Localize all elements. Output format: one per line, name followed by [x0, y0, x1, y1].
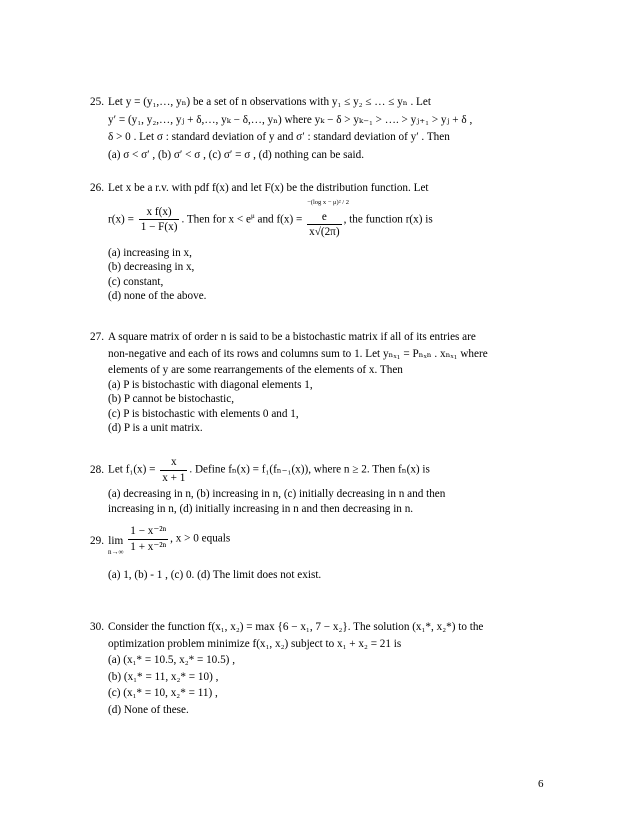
question-body	[108, 181, 548, 304]
then-text: . Then for x < e	[181, 213, 251, 226]
r-lhs: r(x) =	[108, 213, 134, 226]
question-27	[90, 330, 548, 436]
question-line: Let x be a r.v. with pdf f(x) and let F(x) be the distribution function. Let	[108, 182, 429, 194]
question-line: y′ = (y₁, y₂,…, yⱼ + δ,…, yₖ − δ,…, yₙ) where yₖ − δ > yₖ₋₁ > …. > yⱼ₊₁ > yⱼ + δ ,	[108, 113, 473, 126]
then-superscript: μ	[250, 211, 255, 220]
question-body	[108, 524, 548, 583]
r-fraction	[139, 205, 180, 235]
question-line: non-negative and each of its rows and columns sum to 1. Let yₙₓ₁ = Pₙₓₙ . xₙₓ₁ where	[108, 347, 488, 360]
answer-option: (b) decreasing in x,	[108, 261, 195, 273]
and-text: and f(x) =	[254, 213, 303, 226]
limit-numerator: 1 − x⁻²ⁿ	[128, 524, 168, 540]
limit-denominator: 1 + x⁻²ⁿ	[130, 540, 167, 553]
r-numerator: x f(x)	[139, 205, 180, 221]
limit-operator	[108, 534, 124, 556]
answer-option: (a) decreasing in n, (b) increasing in n, (c) initially decreasing in n and then	[108, 488, 446, 500]
r-denominator: 1 − F(x)	[140, 221, 178, 233]
f-numerator	[307, 198, 349, 226]
answer-option: (b) (x₁* = 11, x₂* = 10) ,	[108, 670, 219, 683]
formula-line	[108, 455, 548, 485]
f-base: e	[321, 210, 327, 223]
question-line: elements of y are some rearrangements of the elements of x. Then	[108, 364, 403, 376]
question-line: optimization problem minimize f(x₁, x₂) subject to x₁ + x₂ = 21 is	[108, 637, 402, 650]
answer-option: (a) increasing in x,	[108, 246, 192, 259]
question-body	[108, 455, 548, 516]
answer-option: (d) none of the above.	[108, 290, 207, 302]
answer-option: (d) P is a unit matrix.	[108, 422, 203, 434]
question-line: Consider the function f(x₁, x₂) = max {6 − x₁, 7 − x₂}. The solution (x₁*, x₂*) to the	[108, 621, 484, 633]
question-number: 28.	[90, 464, 104, 476]
limit-rest: , x > 0 equals	[170, 532, 231, 545]
f-denominator: x√(2π)	[309, 226, 340, 238]
question-30	[90, 620, 548, 717]
answer-option: (a) 1, (b) - 1 , (c) 0. (d) The limit does not exist.	[108, 569, 322, 581]
question-number: 25.	[90, 96, 104, 108]
answer-option: (d) None of these.	[108, 703, 189, 716]
question-number: 27.	[90, 331, 104, 343]
question-28	[90, 455, 548, 516]
answer-option: (a) P is bistochastic with diagonal elements 1,	[108, 378, 313, 391]
answer-option: (c) constant,	[108, 275, 164, 288]
define-text: . Define fₙ(x) = f₁(fₙ₋₁(x)), where n ≥ 2. Then fₙ(x) is	[189, 463, 430, 476]
f1-lhs: Let f₁(x) =	[108, 463, 156, 476]
f1-denominator: x + 1	[162, 471, 186, 484]
f1-fraction	[160, 455, 187, 485]
answer-option: (a) σ < σ′ , (b) σ′ < σ , (c) σ′ = σ , (d) nothing can be said.	[108, 148, 364, 161]
f-exponent: −(log x − μ)² / 2	[307, 198, 349, 206]
f1-numerator: x	[160, 455, 187, 471]
answer-option: (c) P is bistochastic with elements 0 and 1,	[108, 407, 299, 420]
tail-text: , the function r(x) is	[343, 213, 433, 226]
limit-fraction	[128, 524, 168, 554]
question-line: Let y = (y₁,…, yₙ) be a set of n observations with y₁ ≤ y₂ ≤ … ≤ yₙ . Let	[108, 96, 431, 108]
question-number: 29.	[90, 535, 104, 547]
limit-subscript: n→∞	[108, 547, 124, 556]
question-body	[108, 95, 548, 162]
page-number: 6	[538, 778, 544, 790]
question-body	[108, 620, 548, 717]
question-25	[90, 95, 548, 162]
limit-label: lim	[108, 535, 124, 548]
answer-option: (b) P cannot be bistochastic,	[108, 393, 235, 405]
question-26	[90, 181, 548, 304]
question-29	[90, 524, 548, 583]
f-fraction	[307, 198, 349, 240]
answer-option: increasing in n, (d) initially increasing in n and then decreasing in n.	[108, 502, 414, 515]
question-number: 30.	[90, 621, 104, 633]
formula-line	[108, 200, 548, 246]
question-line: A square matrix of order n is said to be a bistochastic matrix if all of its entries are	[108, 331, 476, 343]
question-number: 26.	[90, 182, 104, 194]
question-body	[108, 330, 548, 436]
question-line: δ > 0 . Let σ : standard deviation of y and σ′ : standard deviation of y′ . Then	[108, 131, 450, 143]
answer-option: (a) (x₁* = 10.5, x₂* = 10.5) ,	[108, 654, 235, 666]
formula-line	[108, 524, 548, 554]
answer-option: (c) (x₁* = 10, x₂* = 11) ,	[108, 687, 218, 699]
